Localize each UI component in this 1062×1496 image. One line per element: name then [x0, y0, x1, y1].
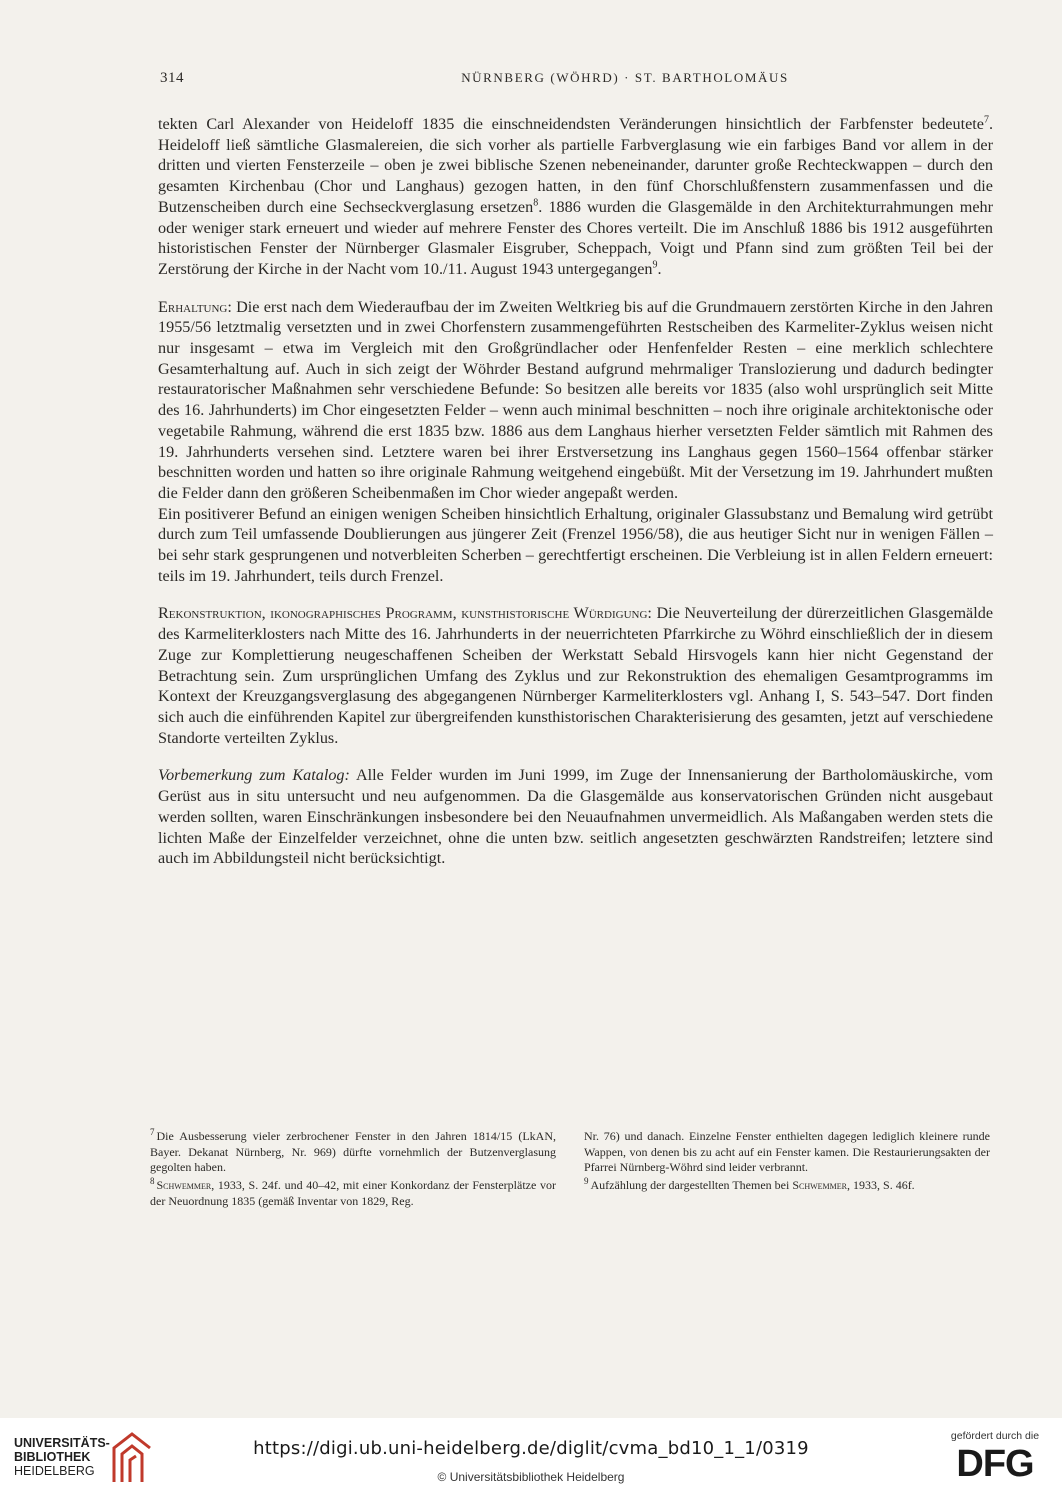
main-text	[158, 114, 993, 869]
footnote-8-continued	[584, 1129, 990, 1176]
footnote-text: Nr. 76) und danach. Einzelne Fenster enthielten dagegen lediglich kleinere runde Wappen, von denen bis zu acht auf ein Fenster kamen. Die Restaurierungsakten der Pfarrei Nürnberg-Wöhrd sind leider verbrannt.	[584, 1129, 990, 1175]
intro-text-d: .	[657, 259, 662, 278]
library-name-line: UNIVERSITÄTS-	[14, 1436, 110, 1450]
footnote-column-left	[150, 1129, 556, 1210]
intro-text-b: . Heideloff ließ sämtliche Glasmalereien, die sich vorher als partielle Farbverglasung wie ein farbiges Band vor allem in der dritten und vierten Fensterzeile – oben je zwei biblische Szenen nebeneinander, darunter große Rechteckwappen – durch den gesamten Kirchenbau (Chor und Langhaus) gezogen hatten, in den fünf Chorschlußfenstern zusammenfassen und die Butzenscheiben durch eine Sechseckverglasung ersetzen	[158, 115, 993, 216]
footnote-column-right	[584, 1129, 990, 1210]
footnotes	[150, 1129, 990, 1210]
footnote-text: Aufzählung der dargestellten Themen bei	[590, 1178, 793, 1193]
running-head	[160, 70, 990, 94]
rekonstruktion-heading: Rekonstruktion, ikonographisches Programm, kunsthistorische Würdigung:	[158, 604, 652, 623]
footnote-ref-7[interactable]: 7	[983, 114, 989, 126]
dfg-logo: DFG	[956, 1443, 1034, 1485]
intro-text-a: tekten Carl Alexander von Heideloff 1835 die einschneidendsten Veränderungen hinsichtlich der Farbfenster bedeutete	[158, 115, 984, 133]
library-name-line: HEIDELBERG	[14, 1464, 95, 1478]
library-name-line: BIBLIOTHEK	[14, 1450, 91, 1464]
footnote-text: Die Ausbesserung vieler zerbrochener Fenster in den Jahren 1814/15 (LkAN, Bayer. Dekanat Nürnberg, Nr. 969) dürfte vornehmlich der Butzenverglasung gegolten haben.	[150, 1129, 556, 1175]
erhaltung-paragraph	[158, 297, 993, 504]
footnote-ref-8[interactable]: 8	[533, 197, 539, 209]
footnote-author: Schwemmer	[792, 1178, 848, 1193]
rekonstruktion-paragraph	[158, 603, 993, 748]
vorbemerkung-text: Alle Felder wurden im Juni 1999, im Zuge der Innensanierung der Bartholomäuskirche, vom Gerüst aus in situ untersucht und neu aufgenommen. Da die Glasgemälde aus konservatorischen Gründen nicht ausgebaut werden sollten, waren Einschränkungen insbesondere bei den Neuaufnahmen unvermeidlich. Als Maßangaben werden stets die lichten Maße der Einzelfelder verzeichnet, ohne die unten bzw. seitlich angesetzten geschwärzten Randstreifen; letztere sind auch im Abbildungsteil nicht berücksichtigt.	[158, 766, 994, 868]
footnote-ref-9[interactable]: 9	[652, 259, 658, 271]
footnote-number: 7	[150, 1127, 155, 1137]
copyright-notice: © Universitätsbibliothek Heidelberg	[437, 1470, 625, 1484]
page-number: 314	[160, 70, 184, 86]
permalink-url[interactable]: https://digi.ub.uni-heidelberg.de/diglit/cvma_bd10_1_1/0319	[253, 1438, 809, 1459]
vorbemerkung-paragraph	[158, 765, 993, 869]
erhaltung-paragraph-2: Ein positiverer Befund an einigen wenigen Scheiben hinsichtlich Erhaltung, originaler Glassubstanz und Bemalung wird getrübt durch zum Teil umfassende Doublierungen aus jüngerer Zeit (Frenzel 1956/58), die aus heutiger Sicht nur in wenigen Fällen – bei sehr stark gesprungenen und notverbleiten Scherben – gerechtfertigt erscheinen. Die Verbleiung ist in allen Feldern erneuert: teils im 19. Jahrhundert, teils durch Frenzel.	[158, 504, 993, 585]
footnote-number: 8	[150, 1176, 155, 1187]
vorbemerkung-heading: Vorbemerkung zum Katalog:	[158, 766, 350, 785]
dfg-funding[interactable]	[940, 1430, 1050, 1492]
footnote-author: Schwemmer	[156, 1178, 212, 1193]
footnote-text: , 1933, S. 46f.	[847, 1178, 915, 1193]
erhaltung-heading: Erhaltung:	[158, 297, 232, 316]
intro-paragraph	[158, 114, 993, 280]
running-title: NÜRNBERG (WÖHRD) · ST. BARTHOLOMÄUS	[461, 70, 789, 85]
footnote-text: , 1933, S. 24f. und 40–42, mit einer Konkordanz der Fensterplätze vor der Neuordnung 1835 (gemäß Inventar von 1829, Reg.	[150, 1178, 556, 1208]
erhaltung-text: Die erst nach dem Wiederaufbau der im Zweiten Weltkrieg bis auf die Grundmauern zerstörten Kirche in den Jahren 1955/56 letztmalig versetzten und in zwei Chorfenstern zusammengeführten Restscheiben des Karmeliter-Zyklus weisen nicht nur insgesamt – etwa im Vergleich mit den Großgründlacher oder Henfenfelder Resten – eine merklich schlechtere Gesamterhaltung auf. Auch in sich zeigt der Wöhrder Bestand aufgrund mehrmaliger Translozierung und dadurch bedingter restauratorischer Maßnahmen sehr verschiedene Befunde: So besitzen alle bereits vor 1835 (also wohl ursprünglich seit Mitte des 16. Jahrhunderts) im Chor eingesetzten Felder – wenn auch minimal beschnitten – noch ihre originale architektonische oder vegetabile Rahmung, während die erst 1835 bzw. 1886 aus dem Langhaus hierher versetzten Felder sämtlich mit Rahmen des 19. Jahrhunderts versehen sind. Letztere waren bei ihrer Erstversetzung ins Langhaus gegen 1560–1564 offenbar stärker beschnitten worden und hatten so ihre originale Rahmung weitgehend eingebüßt. Mit der Versetzung im 19. Jahrhundert mußten die Felder dann den größeren Scheibenmaßen im Chor wieder angepaßt werden.	[158, 297, 993, 502]
funding-label: gefördert durch die	[950, 1430, 1040, 1442]
footnote-number: 9	[584, 1176, 589, 1187]
intro-text-c: . 1886 wurden die Glasgemälde in den Architekturrahmungen mehr oder weniger stark erneuert und wieder auf mehrere Fenster des Chores verteilt. Die im Anschluß 1886 bis 1912 ausgeführten historistischen Fenster der Nürnberger Glasmaler Eisgruber, Scheppach, Voigt und Pfann sind zum größten Teil bei der Zerstörung der Kirche in der Nacht vom 10./11. August 1943 untergegangen	[158, 197, 993, 278]
footnote-7	[150, 1129, 556, 1176]
viewer-footer	[0, 1418, 1062, 1496]
footnote-9	[584, 1178, 990, 1194]
rekonstruktion-text: Die Neuverteilung der dürerzeitlichen Glasgemälde des Karmeliterklosters nach Mitte des 16. Jahrhunderts in der neuerrichteten Pfarrkirche zu Wöhrd einschließlich der in diesem Zuge zur Komplettierung neugeschaffenen Scheiben der Werkstatt Sebald Hirsvogels kann hier nicht Gegenstand der Betrachtung sein. Zum ursprünglichen Umfang des Zyklus und zur Rekonstruktion des ehemaligen Gesamtprogramms im Kontext der Kreuzgangsverglasung des abgegangenen Nürnberger Karmeliterklosters vgl. Anhang I, S. 543–547. Dort finden sich auch die einführenden Kapitel zur übergreifenden kunsthistorischen Charakterisierung des gesamten, jetzt auf verschiedene Standorte verteilten Zyklus.	[158, 604, 993, 747]
footnote-8	[150, 1178, 556, 1209]
